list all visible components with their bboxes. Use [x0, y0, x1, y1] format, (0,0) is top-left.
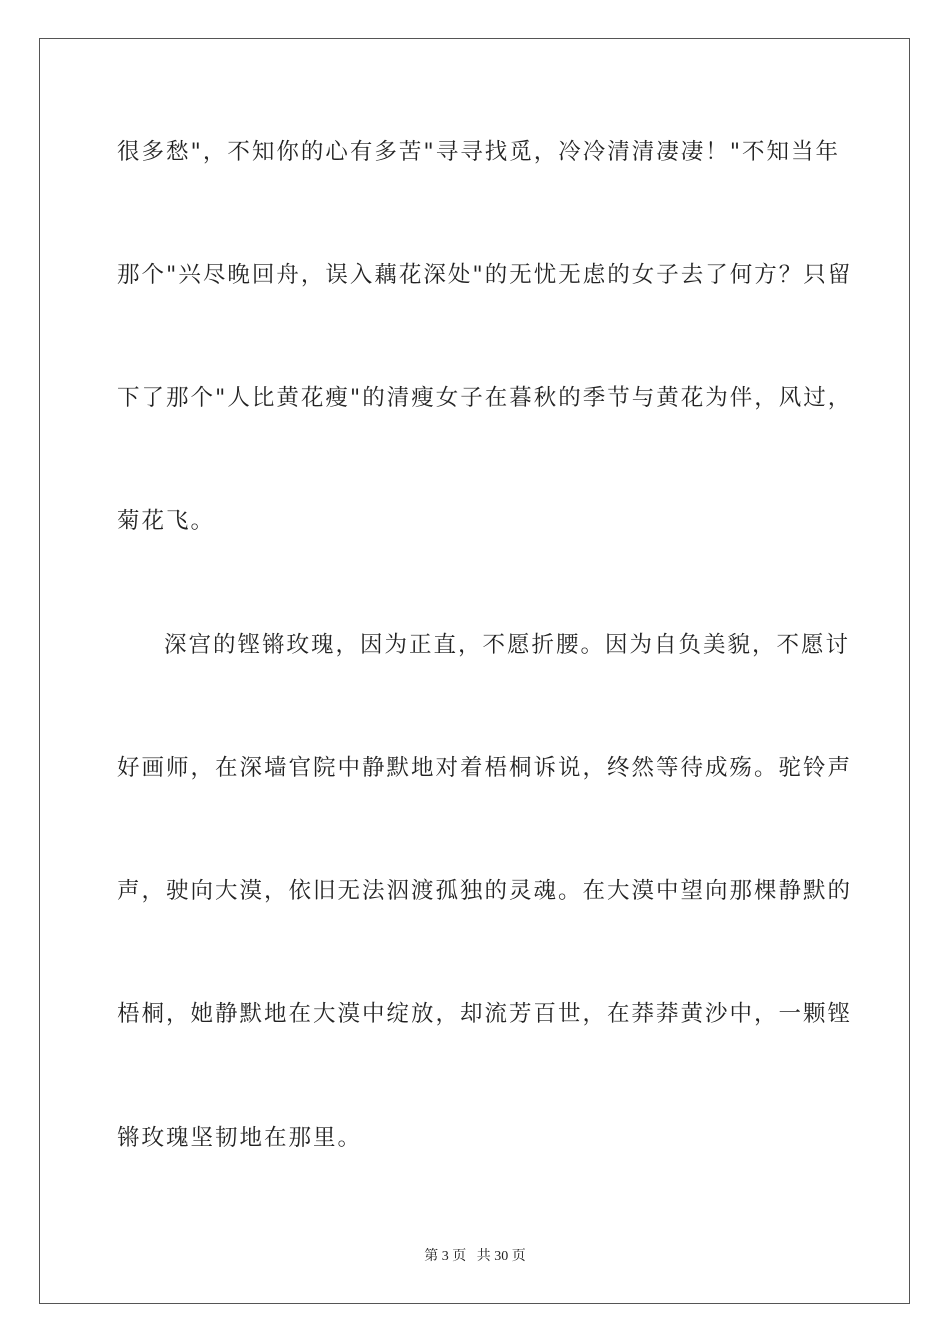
- text-line: 好画师，在深墙官院中静默地对着梧桐诉说，终然等待成殇。驼铃声: [117, 755, 853, 781]
- text-line: 声，驶向大漠，依旧无法泅渡孤独的灵魂。在大漠中望向那棵静默的: [117, 878, 853, 904]
- text-line: 那个"兴尽晚回舟，误入藕花深处"的无忧无虑的女子去了何方？只留: [117, 262, 853, 288]
- page-border: [39, 38, 910, 1304]
- text-line: 梧桐，她静默地在大漠中绽放，却流芳百世，在莽莽黄沙中，一颗铿: [117, 1001, 853, 1027]
- paragraph-first-line: 深宫的铿锵玫瑰，因为正直，不愿折腰。因为自负美貌，不愿讨: [164, 632, 851, 658]
- text-line: 下了那个"人比黄花瘦"的清瘦女子在暮秋的季节与黄花为伴，风过，: [117, 385, 853, 411]
- page-total: 共 30 页: [476, 1249, 526, 1264]
- page-footer: [0, 1248, 950, 1266]
- text-line: 菊花飞。: [117, 508, 216, 534]
- page-number: 第 3 页: [424, 1249, 467, 1264]
- text-line: 锵玫瑰坚韧地在那里。: [117, 1125, 363, 1151]
- text-line: 很多愁"，不知你的心有多苦"寻寻找觅，冷冷清清凄凄！"不知当年: [117, 139, 841, 165]
